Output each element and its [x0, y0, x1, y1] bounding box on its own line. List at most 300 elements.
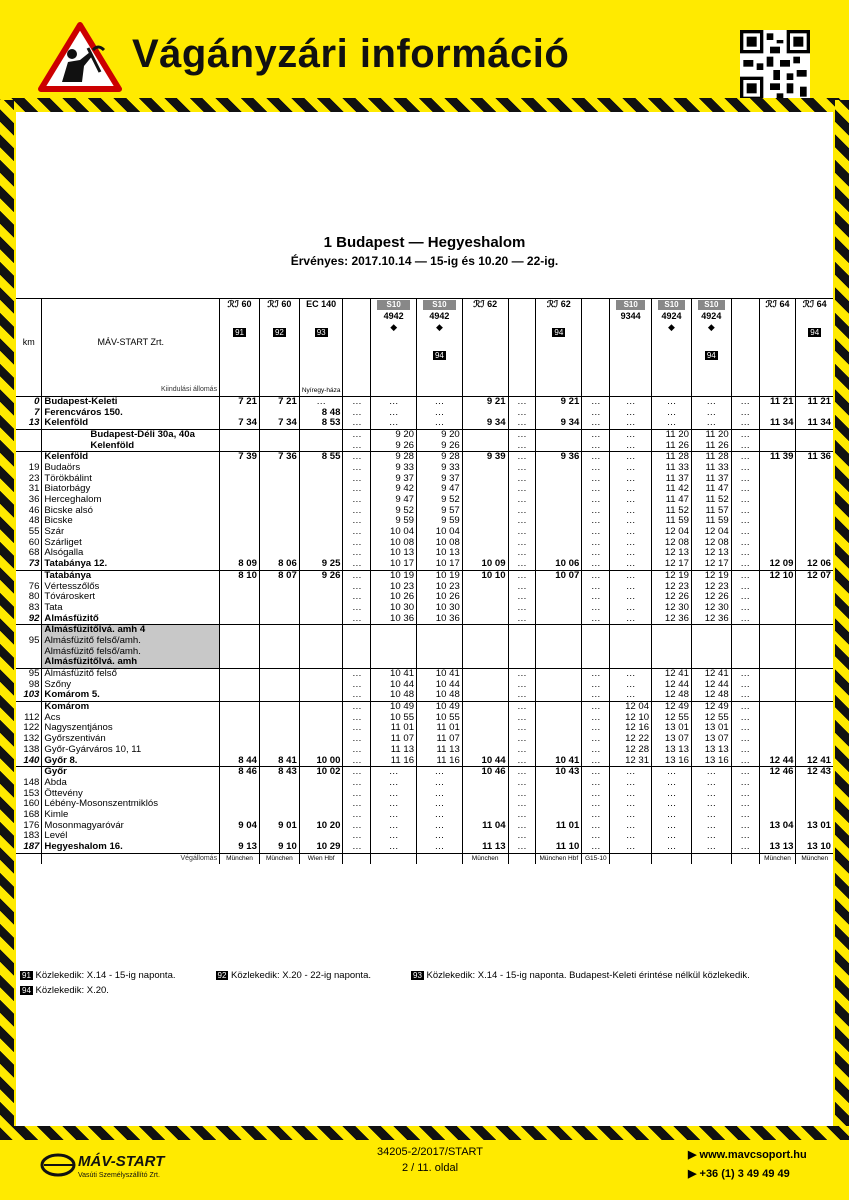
time-cell: … [343, 495, 371, 506]
time-cell: … [508, 570, 536, 581]
train-column-header [220, 299, 260, 386]
time-cell: … [731, 527, 759, 538]
time-cell: … [343, 527, 371, 538]
time-cell: … [508, 842, 536, 853]
worker-warning-icon [38, 22, 122, 92]
time-cell [299, 538, 343, 549]
time-cell: 12 30 [691, 603, 731, 614]
time-cell: … [343, 603, 371, 614]
time-cell [759, 636, 796, 647]
time-cell [462, 625, 508, 636]
time-cell [731, 636, 759, 647]
time-cell [536, 680, 582, 691]
time-cell: … [508, 701, 536, 712]
time-cell: … [610, 581, 652, 592]
km-value: 112 [24, 712, 40, 723]
station-name: Alsógalla [42, 548, 220, 559]
footnote-text: Közlekedik: X.20 - 22-ig naponta. [228, 970, 371, 981]
time-cell: … [343, 452, 371, 463]
time-cell: 8 43 [259, 767, 299, 778]
time-cell [582, 647, 610, 658]
time-cell: … [582, 668, 610, 679]
time-cell [759, 407, 796, 418]
time-cell [796, 690, 833, 701]
time-cell [462, 506, 508, 517]
time-cell: … [731, 767, 759, 778]
time-cell [796, 527, 833, 538]
time-cell [796, 592, 833, 603]
time-cell [796, 745, 833, 756]
time-cell: … [610, 810, 652, 821]
time-cell [462, 668, 508, 679]
time-cell: 10 17 [417, 559, 463, 570]
time-cell [759, 625, 796, 636]
time-cell [796, 538, 833, 549]
time-cell [299, 734, 343, 745]
time-cell [299, 788, 343, 799]
timetable-row [16, 788, 833, 799]
time-cell [220, 440, 260, 451]
time-cell: 9 20 [417, 429, 463, 440]
timetable-row [16, 527, 833, 538]
time-cell [220, 625, 260, 636]
train-column-header [536, 299, 582, 386]
destination-row [16, 853, 833, 864]
time-cell: 9 34 [462, 418, 508, 429]
destination-station [508, 853, 536, 864]
time-cell [796, 463, 833, 474]
time-cell: … [508, 429, 536, 440]
destination-station: München Hbf [536, 853, 582, 864]
time-cell: … [508, 767, 536, 778]
time-cell: … [731, 418, 759, 429]
time-cell: … [508, 821, 536, 832]
timetable-row [16, 538, 833, 549]
destination-station [731, 853, 759, 864]
time-cell: 11 42 [652, 484, 692, 495]
time-cell: … [508, 745, 536, 756]
time-cell: 11 33 [691, 463, 731, 474]
time-cell: 8 10 [220, 570, 260, 581]
hazard-stripe-right [835, 100, 849, 1140]
time-cell [759, 745, 796, 756]
time-cell [759, 799, 796, 810]
km-value: 95 [28, 635, 40, 646]
km-value: 23 [28, 473, 40, 484]
time-cell [536, 516, 582, 527]
time-cell [536, 495, 582, 506]
timetable-row [16, 701, 833, 712]
time-cell [796, 799, 833, 810]
station-name: Budaörs [42, 463, 220, 474]
timetable-row [16, 418, 833, 429]
train-number: 4942 [429, 311, 450, 322]
time-cell [259, 810, 299, 821]
time-cell: … [343, 570, 371, 581]
time-cell: 12 04 [652, 527, 692, 538]
time-cell: 8 06 [259, 559, 299, 570]
hazard-stripe-bottom [0, 1126, 849, 1140]
time-cell [299, 463, 343, 474]
time-cell: 12 49 [652, 701, 692, 712]
time-cell: 10 49 [417, 701, 463, 712]
destination-station: München [796, 853, 833, 864]
time-cell [536, 429, 582, 440]
station-name: Almásfüzitőlvá. amh [42, 657, 220, 668]
time-cell: 11 59 [652, 516, 692, 527]
time-cell: 13 10 [796, 842, 833, 853]
time-cell: 12 13 [652, 548, 692, 559]
time-cell: … [652, 767, 692, 778]
origin-station [462, 385, 508, 396]
time-cell [462, 495, 508, 506]
train-column-header [259, 299, 299, 386]
time-cell: … [582, 474, 610, 485]
arrow-icon: ▶ [688, 1168, 700, 1180]
station-name: Levél [42, 831, 220, 842]
time-cell: 10 07 [536, 570, 582, 581]
page-title: Vágányzári információ [132, 32, 570, 76]
time-cell [462, 581, 508, 592]
time-cell: 12 19 [652, 570, 692, 581]
time-cell: … [582, 701, 610, 712]
train-column-header [343, 299, 371, 386]
footnote-text: Közlekedik: X.20. [32, 985, 109, 996]
station-name: Győrszentiván [42, 734, 220, 745]
time-cell: 10 04 [417, 527, 463, 538]
website-link[interactable]: www.mavcsoport.hu [699, 1149, 807, 1161]
footnote [20, 970, 176, 981]
time-cell: 12 26 [691, 592, 731, 603]
time-cell: … [731, 570, 759, 581]
time-cell: 13 07 [652, 734, 692, 745]
direction-marker: ◆ [707, 321, 715, 332]
time-cell: … [343, 407, 371, 418]
time-cell: … [610, 495, 652, 506]
train-number: 4924 [661, 311, 682, 322]
time-cell [796, 516, 833, 527]
time-cell [652, 647, 692, 658]
time-cell [299, 723, 343, 734]
time-cell [796, 657, 833, 668]
time-cell: … [582, 548, 610, 559]
time-cell [759, 581, 796, 592]
footnote [411, 970, 750, 981]
time-cell [259, 613, 299, 624]
time-cell [462, 548, 508, 559]
time-cell: … [343, 613, 371, 624]
time-cell: … [343, 484, 371, 495]
time-cell [796, 713, 833, 724]
time-cell: … [508, 538, 536, 549]
km-value: 132 [23, 734, 40, 745]
time-cell [299, 690, 343, 701]
time-cell: 10 41 [371, 668, 417, 679]
time-cell [536, 713, 582, 724]
time-cell [220, 701, 260, 712]
note-badge: 94 [810, 328, 820, 338]
time-cell: … [508, 506, 536, 517]
time-cell: … [731, 506, 759, 517]
time-cell: 10 13 [371, 548, 417, 559]
timetable-row [16, 657, 833, 668]
time-cell: 10 43 [536, 767, 582, 778]
time-cell [259, 690, 299, 701]
time-cell [462, 463, 508, 474]
time-cell: 11 20 [652, 429, 692, 440]
time-cell: … [731, 603, 759, 614]
time-cell [220, 463, 260, 474]
time-cell: … [371, 778, 417, 789]
time-cell [536, 548, 582, 559]
footer-center [330, 1146, 530, 1174]
time-cell [536, 506, 582, 517]
time-cell: 13 16 [691, 755, 731, 766]
timetable-row [16, 495, 833, 506]
footnote [216, 970, 372, 981]
time-cell [536, 701, 582, 712]
timetable-row [16, 463, 833, 474]
time-cell [536, 474, 582, 485]
km-value: 176 [23, 820, 40, 831]
time-cell [759, 592, 796, 603]
time-cell: … [582, 440, 610, 451]
time-cell: … [343, 429, 371, 440]
time-cell: 12 22 [610, 734, 652, 745]
time-cell: 11 34 [796, 418, 833, 429]
time-cell [299, 581, 343, 592]
time-cell: … [508, 407, 536, 418]
time-cell [462, 734, 508, 745]
time-cell: 9 04 [220, 821, 260, 832]
time-cell [299, 810, 343, 821]
station-name: Almásfüzitő felső/amh. [42, 636, 220, 647]
time-cell: … [731, 734, 759, 745]
time-cell: … [731, 452, 759, 463]
note-badge: 94 [706, 351, 716, 361]
note-badge: 93 [413, 971, 422, 980]
time-cell [508, 647, 536, 658]
time-cell: … [582, 452, 610, 463]
time-cell: 9 26 [417, 440, 463, 451]
origin-station [220, 385, 260, 396]
qr-code-icon[interactable] [740, 30, 810, 100]
timetable-row [16, 755, 833, 766]
time-cell [796, 429, 833, 440]
timetable-row [16, 778, 833, 789]
time-cell: … [417, 842, 463, 853]
time-cell: 12 10 [759, 570, 796, 581]
timetable-row [16, 407, 833, 418]
time-cell [731, 625, 759, 636]
time-cell [417, 625, 463, 636]
time-cell [691, 636, 731, 647]
time-cell [220, 680, 260, 691]
time-cell [536, 538, 582, 549]
time-cell [652, 636, 692, 647]
time-cell: … [417, 407, 463, 418]
time-cell: 10 44 [462, 755, 508, 766]
time-cell: … [343, 713, 371, 724]
time-cell: 11 47 [691, 484, 731, 495]
km-value: 168 [23, 809, 40, 820]
time-cell [610, 625, 652, 636]
time-cell: … [417, 821, 463, 832]
timetable-row [16, 474, 833, 485]
time-cell: 10 48 [417, 690, 463, 701]
station-name: Almásfüzitőlvá. amh 4 [42, 625, 220, 636]
time-cell: 12 31 [610, 755, 652, 766]
time-cell: … [731, 516, 759, 527]
time-cell [259, 516, 299, 527]
time-cell: … [582, 516, 610, 527]
time-cell [536, 657, 582, 668]
time-cell [259, 701, 299, 712]
time-cell: … [652, 842, 692, 853]
hazard-stripe-top [0, 98, 849, 112]
time-cell: 9 25 [299, 559, 343, 570]
time-cell [462, 810, 508, 821]
time-cell: 10 20 [299, 821, 343, 832]
km-value: 140 [23, 755, 40, 766]
time-cell: … [652, 396, 692, 407]
time-cell: 13 13 [691, 745, 731, 756]
time-cell [759, 603, 796, 614]
time-cell [796, 440, 833, 451]
station-name: Tatabánya 12. [42, 559, 220, 570]
timetable-row [16, 831, 833, 842]
time-cell [259, 538, 299, 549]
time-cell [462, 831, 508, 842]
train-number: ℛℐ 62 [473, 299, 498, 309]
time-cell: … [691, 767, 731, 778]
time-cell: 10 02 [299, 767, 343, 778]
time-cell: … [731, 690, 759, 701]
origin-station [508, 385, 536, 396]
time-cell: … [582, 418, 610, 429]
time-cell: … [343, 668, 371, 679]
time-cell: 10 30 [417, 603, 463, 614]
time-cell: 12 49 [691, 701, 731, 712]
time-cell: 8 48 [299, 407, 343, 418]
destination-station: G15-10 [582, 853, 610, 864]
km-value: 187 [23, 841, 40, 853]
time-cell: 11 21 [759, 396, 796, 407]
time-cell: … [731, 713, 759, 724]
time-cell [259, 429, 299, 440]
km-value [16, 701, 42, 712]
time-cell: … [610, 778, 652, 789]
time-cell [652, 657, 692, 668]
time-cell: 12 55 [691, 713, 731, 724]
time-cell [462, 799, 508, 810]
time-cell: … [731, 799, 759, 810]
origin-station [731, 385, 759, 396]
time-cell: … [582, 734, 610, 745]
destination-station: München [759, 853, 796, 864]
time-cell: … [371, 821, 417, 832]
time-cell: … [582, 778, 610, 789]
time-cell: 9 33 [417, 463, 463, 474]
time-cell: … [691, 396, 731, 407]
time-cell [462, 680, 508, 691]
time-cell [536, 690, 582, 701]
time-cell: … [508, 581, 536, 592]
time-cell: … [731, 396, 759, 407]
train-class-badge: S10 [377, 300, 410, 310]
km-value: 92 [28, 613, 40, 624]
station-name: Biatorbágy [42, 484, 220, 495]
time-cell [259, 713, 299, 724]
timetable-row [16, 625, 833, 636]
time-cell [759, 440, 796, 451]
time-cell: … [343, 440, 371, 451]
time-cell [343, 636, 371, 647]
time-cell: … [610, 440, 652, 451]
time-cell: … [508, 440, 536, 451]
time-cell [796, 788, 833, 799]
destination-station [691, 853, 731, 864]
time-cell: … [610, 690, 652, 701]
time-cell: … [343, 680, 371, 691]
time-cell [691, 657, 731, 668]
time-cell: … [731, 745, 759, 756]
time-cell: 12 23 [691, 581, 731, 592]
time-cell: … [731, 680, 759, 691]
time-cell: … [508, 548, 536, 559]
time-cell [796, 581, 833, 592]
time-cell: … [343, 821, 371, 832]
time-cell [691, 647, 731, 658]
time-cell [759, 613, 796, 624]
station-name: Bicske alsó [42, 506, 220, 517]
time-cell: 10 49 [371, 701, 417, 712]
time-cell: … [652, 821, 692, 832]
time-cell: 11 07 [417, 734, 463, 745]
time-cell: 13 01 [796, 821, 833, 832]
time-cell: … [652, 788, 692, 799]
time-cell [610, 657, 652, 668]
time-cell [220, 581, 260, 592]
time-cell: … [343, 463, 371, 474]
time-cell: 9 21 [462, 396, 508, 407]
time-cell: … [731, 701, 759, 712]
time-cell: 11 52 [652, 506, 692, 517]
time-cell [759, 668, 796, 679]
time-cell [299, 657, 343, 668]
time-cell: … [582, 506, 610, 517]
time-cell: … [508, 680, 536, 691]
time-cell: … [417, 418, 463, 429]
time-cell: 11 37 [652, 474, 692, 485]
time-cell: 11 47 [652, 495, 692, 506]
time-cell [731, 647, 759, 658]
km-value: 55 [28, 526, 40, 538]
time-cell [259, 463, 299, 474]
origin-station [371, 385, 417, 396]
time-cell [759, 484, 796, 495]
time-cell: … [731, 429, 759, 440]
time-cell: 8 44 [220, 755, 260, 766]
train-column-header [508, 299, 536, 386]
time-cell [462, 613, 508, 624]
time-cell: … [343, 474, 371, 485]
time-cell: 9 52 [417, 495, 463, 506]
time-cell: … [508, 810, 536, 821]
station-name: Kelenföld [42, 452, 220, 463]
time-cell: … [731, 538, 759, 549]
time-cell: … [417, 799, 463, 810]
